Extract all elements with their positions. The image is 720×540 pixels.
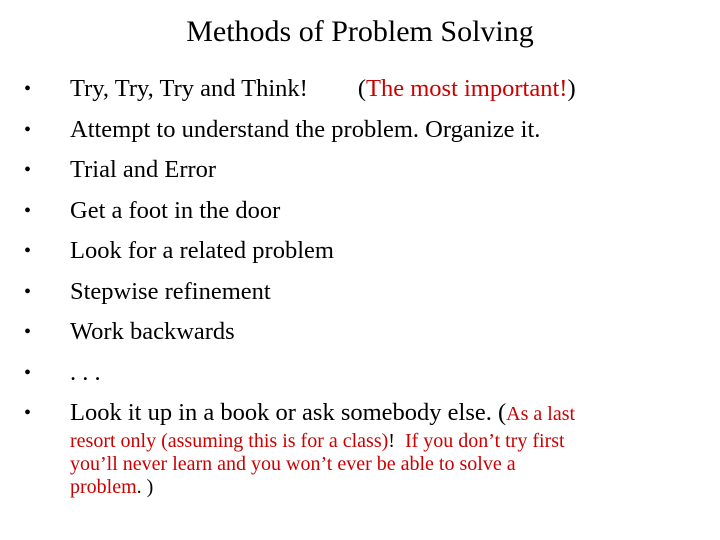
note-line-2: you’ll never learn and you won’t ever be able to solve a — [70, 453, 516, 475]
aside-emphasis: The most important! — [366, 75, 568, 102]
item-text: Try, Try, Try and Think! — [70, 75, 308, 102]
method-list — [0, 73, 720, 438]
bullet-icon: • — [24, 280, 32, 303]
item-text: Stepwise refinement — [70, 277, 271, 305]
aside-close: ) — [567, 75, 576, 102]
item-text: Look it up in a book or ask somebody else. ( — [70, 399, 507, 426]
note-start: As a last — [506, 403, 576, 425]
item-text: Work backwards — [70, 318, 235, 345]
list-item — [0, 195, 720, 236]
bullet-icon: • — [24, 118, 32, 141]
note-line-1: resort only (assuming this is for a class)! If you don’t try first — [70, 430, 565, 452]
bullet-icon: • — [24, 321, 32, 343]
note-continuation — [70, 430, 710, 499]
list-item — [0, 73, 720, 114]
note-line-3: problem. ) — [70, 476, 154, 498]
item-text: Get a foot in the door — [70, 196, 281, 224]
bullet-icon: • — [24, 240, 32, 262]
bullet-icon: • — [24, 78, 32, 100]
bullet-icon: • — [24, 361, 32, 384]
list-item — [0, 114, 720, 155]
list-item — [0, 154, 720, 195]
list-item — [0, 316, 720, 357]
list-item — [0, 276, 720, 317]
item-text: Trial and Error — [70, 156, 217, 183]
item-text: . . . — [70, 358, 101, 386]
bullet-icon: • — [24, 402, 32, 424]
list-item — [0, 235, 720, 276]
bullet-icon: • — [24, 199, 32, 222]
slide-title: Methods of Problem Solving — [186, 15, 534, 48]
aside-open: ( — [357, 75, 367, 102]
item-text: Attempt to understand the problem. Organize it. — [70, 115, 541, 143]
bullet-icon: • — [24, 159, 32, 181]
item-text: Look for a related problem — [70, 237, 334, 264]
list-item — [0, 357, 720, 398]
